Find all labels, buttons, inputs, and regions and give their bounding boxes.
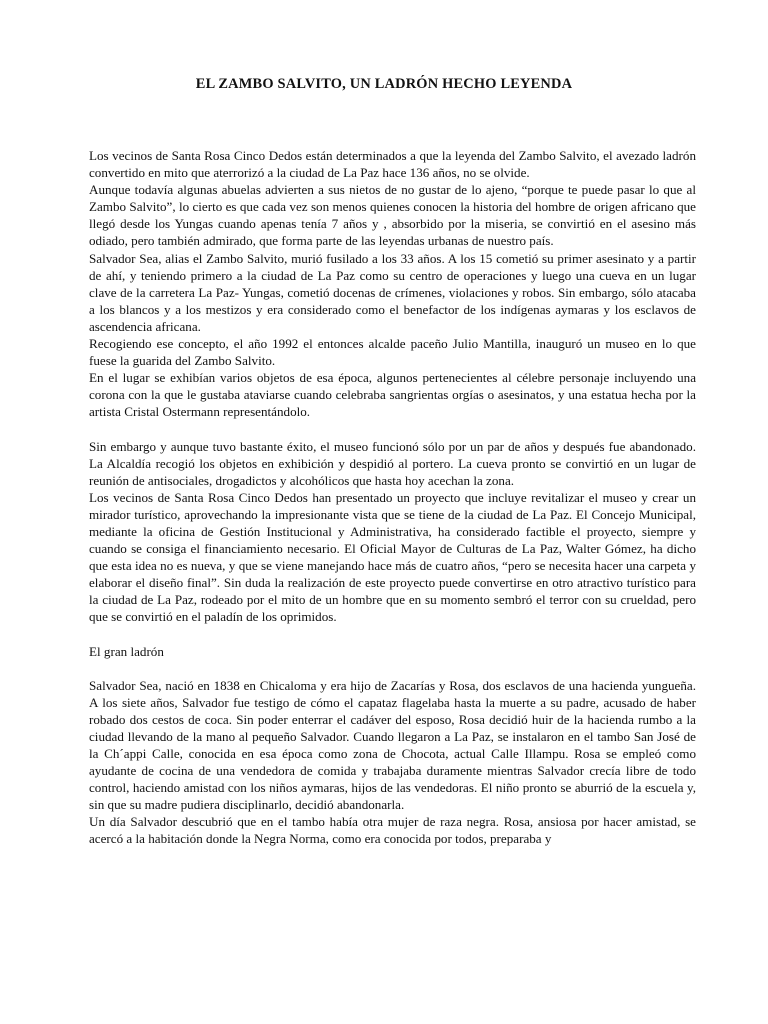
paragraph-abandono: Sin embargo y aunque tuvo bastante éxito, el museo funcionó sólo por un par de años y después fue abandonado. La Alcaldía recogió los objetos en exhibición y despidió al portero. La cueva pronto se convirtió en un lugar de reunión de antisociales, drogadictos y alcohólicos que hasta hoy acechan la zona. [89,438,696,488]
document-title: EL ZAMBO SALVITO, UN LADRÓN HECHO LEYENDA [195,76,573,92]
paragraph-salvador-sea: Salvador Sea, alias el Zambo Salvito, murió fusilado a los 33 años. A los 15 cometió su primer asesinato y a partir de ahí, y teniendo primero a la ciudad de La Paz como su centro de operaciones y luego una cueva en un lugar clave de la carretera La Paz- Yungas, cometió docenas de crímenes, violaciones y robos. Sin embargo, sólo atacaba a los blancos y a los mestizos y era considerado como el benefactor de los indígenas aymaras y los esclavos de ascendencia africana. [89,250,696,334]
paragraph-nacimiento: Salvador Sea, nació en 1838 en Chicaloma y era hijo de Zacarías y Rosa, dos esclavos de una hacienda yungueña. A los siete años, Salvador fue testigo de cómo el capataz flagelaba hasta la muerte a su padre, acusado de haber robado dos cestos de coca. Sin poder enterrar el cadáver del esposo, Rosa decidió huir de la hacienda rumbo a la ciudad llevando de la mano al pequeño Salvador. Cuando llegaron a La Paz, se instalaron en el tambo San José de la Ch´appi Calle, conocida en esa época como zona de Chocota, actual Calle Illampu. Rosa se empleó como ayudante de cocina de una vendedora de comida y trabajaba duramente mientras Salvador crecía libre de todo control, haciendo amistad con los niños aymaras, hijos de las vendedoras. El niño pronto se aburrió de la escuela y, sin que su madre pudiera disciplinarlo, decidió abandonarla. [89,677,696,813]
paragraph-abuelas: Aunque todavía algunas abuelas advierten a sus nietos de no gustar de lo ajeno, “porque te puede pasar lo que al Zambo Salvito”, lo cierto es que cada vez son menos quienes conocen la historia del hombre de origen africano que llegó desde los Yungas cuando apenas tenía 7 años y , absorbido por la miseria, se convirtió en el asesino más odiado, pero también admirado, que forma parte de las leyendas urbanas de nuestro país. [89,182,696,249]
paragraph-museo-1992: Recogiendo ese concepto, el año 1992 el entonces alcalde paceño Julio Mantilla, inauguró un museo en lo que fuese la guarida del Zambo Salvito. [89,336,696,369]
document-body [89,147,696,848]
section-heading-gran-ladron: El gran ladrón [89,643,164,659]
paragraph-proyecto: Los vecinos de Santa Rosa Cinco Dedos han presentado un proyecto que incluye revitalizar el museo y crear un mirador turístico, aprovechando la impresionante vista que se tiene de la ciudad de La Paz. El Concejo Municipal, mediante la oficina de Gestión Institucional y Administrativa, ha considerado factible el proyecto, siempre y cuando se consiga el financiamiento necesario. El Oficial Mayor de Culturas de La Paz, Walter Gómez, ha dicho que esta idea no es nueva, y que se viene manejando hace más de cuatro años, “pero se necesita hacer una carpeta y elaborar el diseño final”. Sin duda la realización de este proyecto puede convertirse en otro atractivo turístico para la ciudad de La Paz, rodeado por el mito de un hombre que en su momento sembró el terror con su crueldad, pero que se convirtió en el paladín de los oprimidos. [89,489,696,625]
paragraph-negra-norma: Un día Salvador descubrió que en el tambo había otra mujer de raza negra. Rosa, ansiosa por hacer amistad, se acercó a la habitación donde la Negra Norma, como era conocida por todos, preparaba y [89,814,696,847]
paragraph-objetos: En el lugar se exhibían varios objetos de esa época, algunos pertenecientes al célebre personaje incluyendo una corona con la que le gustaba ataviarse cuando celebraba sangrientas orgías o asesinatos, y una estatua hecha por la artista Cristal Ostermann representándolo. [89,370,696,420]
paragraph-intro: Los vecinos de Santa Rosa Cinco Dedos están determinados a que la leyenda del Zambo Salvito, el avezado ladrón convertido en mito que aterrorizó a la ciudad de La Paz hace 136 años, no se olvide. [89,148,696,181]
